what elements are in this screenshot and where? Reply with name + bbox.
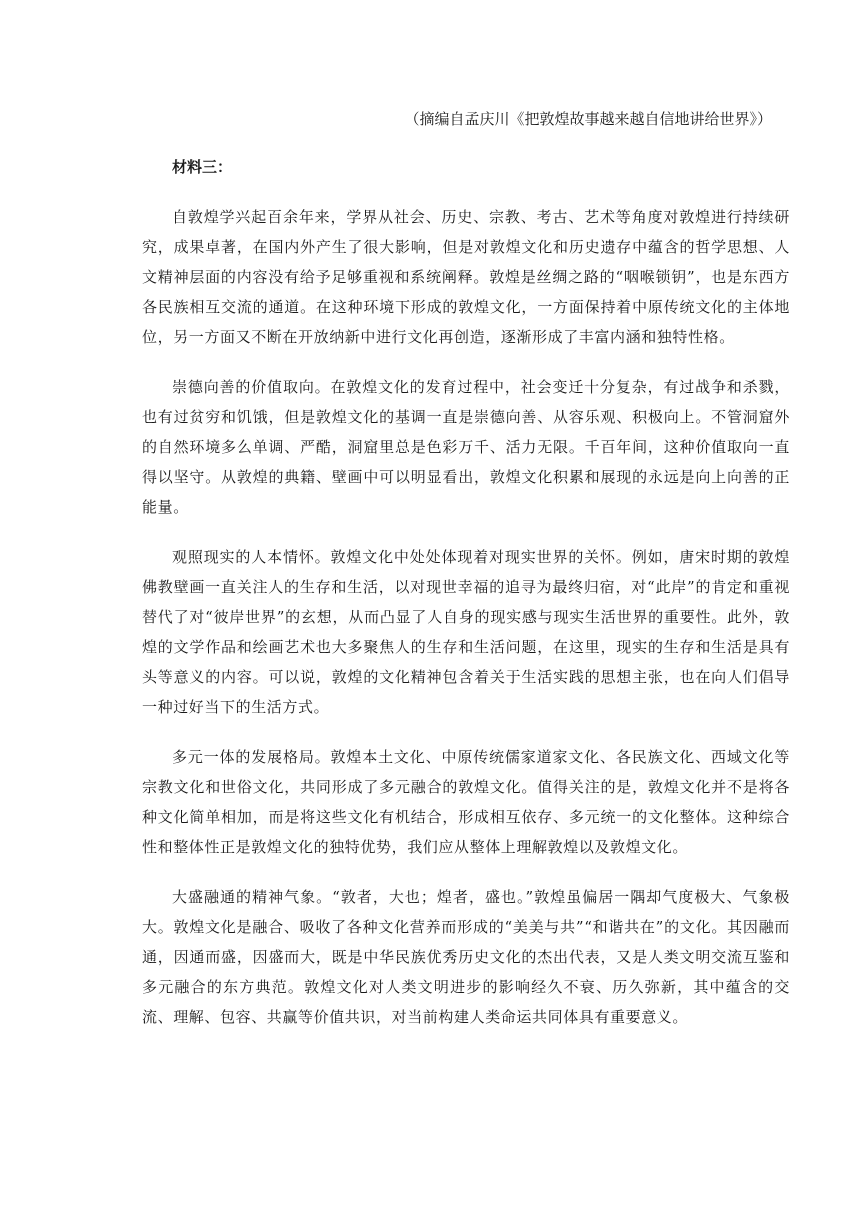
paragraph-spirit: 大盛融通的精神气象。“敦者，大也；煌者，盛也。”敦煌虽偏居一隅却气度极大、气象极大。敦煌文化是融合、吸收了各种文化营养而形成的“美美与共”“和谐共在”的文化。其因融而通，因通而盛，因盛而大，既是中华民族优秀历史文化的杰出代表，又是人类文明交流互鉴和多元融合的东方典范。敦煌文化对人类文明进步的影响经久不衰、历久弥新，其中蕴含的交流、理解、包容、共赢等价值共识，对当前构建人类命运共同体具有重要意义。 (142, 888, 790, 1026)
paragraph-intro: 自敦煌学兴起百余年来，学界从社会、历史、宗教、考古、艺术等角度对敦煌进行持续研究，成果卓著，在国内外产生了很大影响，但是对敦煌文化和历史遗存中蕴含的哲学思想、人文精神层面的内容没有给予足够重视和系统阐释。敦煌是丝绸之路的“咽喉锁钥”，也是东西方各民族相互交流的通道。在这种环境下形成的敦煌文化，一方面保持着中原传统文化的主体地位，另一方面又不断在开放纳新中进行文化再创造，逐渐形成了丰富内涵和独特性格。 (142, 208, 790, 346)
paragraph-pluralism: 多元一体的发展格局。敦煌本土文化、中原传统儒家道家文化、各民族文化、西域文化等宗教文化和世俗文化，共同形成了多元融合的敦煌文化。值得关注的是，敦煌文化并不是将各种文化简单相加，而是将这些文化有机结合，形成相互依存、多元统一的文化整体。这种综合性和整体性正是敦煌文化的独特优势，我们应从整体上理解敦煌以及敦煌文化。 (142, 748, 790, 856)
paragraph-values: 崇德向善的价值取向。在敦煌文化的发育过程中，社会变迁十分复杂，有过战争和杀戮，也有过贫穷和饥饿，但是敦煌文化的基调一直是崇德向善、从容乐观、积极向上。不管洞窟外的自然环境多么单调、严酷，洞窟里总是色彩万千、活力无限。千百年间，这种价值取向一直得以坚守。从敦煌的典籍、壁画中可以明显看出，敦煌文化积累和展现的永远是向上向善的正能量。 (142, 378, 790, 516)
source-citation: （摘编自孟庆川《把敦煌故事越来越自信地讲给世界》） (404, 110, 772, 128)
section-heading: 材料三： (172, 158, 233, 176)
article-body (142, 202, 790, 1052)
paragraph-humanism: 观照现实的人本情怀。敦煌文化中处处体现着对现实世界的关怀。例如，唐宋时期的敦煌佛教壁画一直关注人的生存和生活，以对现世幸福的追寻为最终归宿，对“此岸”的肯定和重视替代了对“彼岸世界”的玄想，从而凸显了人自身的现实感与现实生活世界的重要性。此外，敦煌的文学作品和绘画艺术也大多聚焦人的生存和生活问题，在这里，现实的生存和生活是具有头等意义的内容。可以说，敦煌的文化精神包含着关于生活实践的思想主张，也在向人们倡导一种过好当下的生活方式。 (142, 548, 790, 716)
